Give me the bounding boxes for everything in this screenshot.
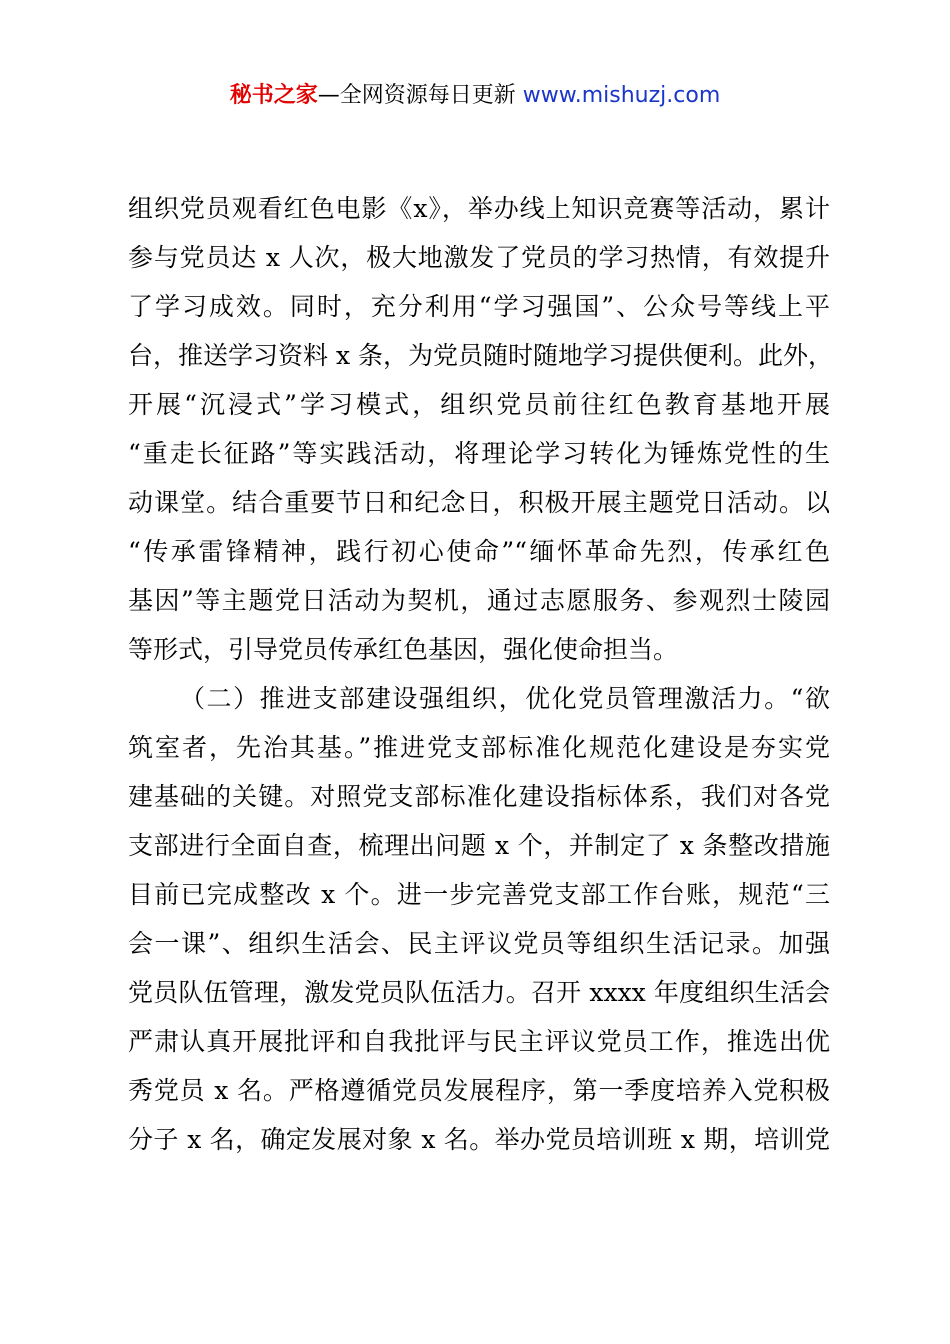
text-line: 了学习成效。同时，充分利用“学习强国”、公众号等线上平 <box>128 292 830 321</box>
paragraph-2 <box>128 674 830 1164</box>
paragraph-1 <box>128 184 833 674</box>
text-line: “重走长征路”等实践活动，将理论学习转化为锤炼党性的生 <box>128 439 830 468</box>
page-header <box>0 80 950 112</box>
text-line: 基因”等主题党日活动为契机，通过志愿服务、参观烈士陵园 <box>128 586 830 615</box>
document-body <box>128 184 833 1164</box>
text-line: “传承雷锋精神，践行初心使命”“缅怀革命先烈，传承红色 <box>128 537 830 566</box>
text-line: 建基础的关键。对照党支部标准化建设指标体系，我们对各党 <box>128 782 830 811</box>
text-line: 分子 x 名，确定发展对象 x 名。举办党员培训班 x 期，培训党 <box>128 1125 830 1154</box>
text-line: 参与党员达 x 人次，极大地激发了党员的学习热情，有效提升 <box>128 243 830 272</box>
text-line: 支部进行全面自查，梳理出问题 x 个，并制定了 x 条整改措施 <box>128 831 830 860</box>
text-line: 秀党员 x 名。严格遵循党员发展程序，第一季度培养入党积极 <box>128 1076 830 1105</box>
text-line: 台，推送学习资料 x 条，为党员随时随地学习提供便利。此外， <box>128 341 833 370</box>
header-tagline: —全网资源每日更新 <box>317 83 516 108</box>
text-line: 等形式，引导党员传承红色基因，强化使命担当。 <box>128 635 679 664</box>
section-heading-line: （二）推进支部建设强组织，优化党员管理激活力。“欲 <box>180 684 830 713</box>
text-line: 动课堂。结合重要节日和纪念日，积极开展主题党日活动。以 <box>128 488 830 517</box>
header-brand: 秘书之家 <box>229 83 318 108</box>
text-line: 组织党员观看红色电影《x》，举办线上知识竞赛等活动，累计 <box>128 194 830 223</box>
text-line: 目前已完成整改 x 个。进一步完善党支部工作台账，规范“三 <box>128 880 830 909</box>
header-url: www.mishuzj.com <box>522 83 721 108</box>
text-line: 筑室者，先治其基。”推进党支部标准化规范化建设是夯实党 <box>128 733 830 762</box>
text-line: 会一课”、组织生活会、民主评议党员等组织生活记录。加强 <box>128 929 830 958</box>
text-line: 严肃认真开展批评和自我批评与民主评议党员工作，推选出优 <box>128 1027 830 1056</box>
text-line: 党员队伍管理，激发党员队伍活力。召开 xxxx 年度组织生活会 <box>128 978 830 1007</box>
text-line: 开展“沉浸式”学习模式，组织党员前往红色教育基地开展 <box>128 390 830 419</box>
